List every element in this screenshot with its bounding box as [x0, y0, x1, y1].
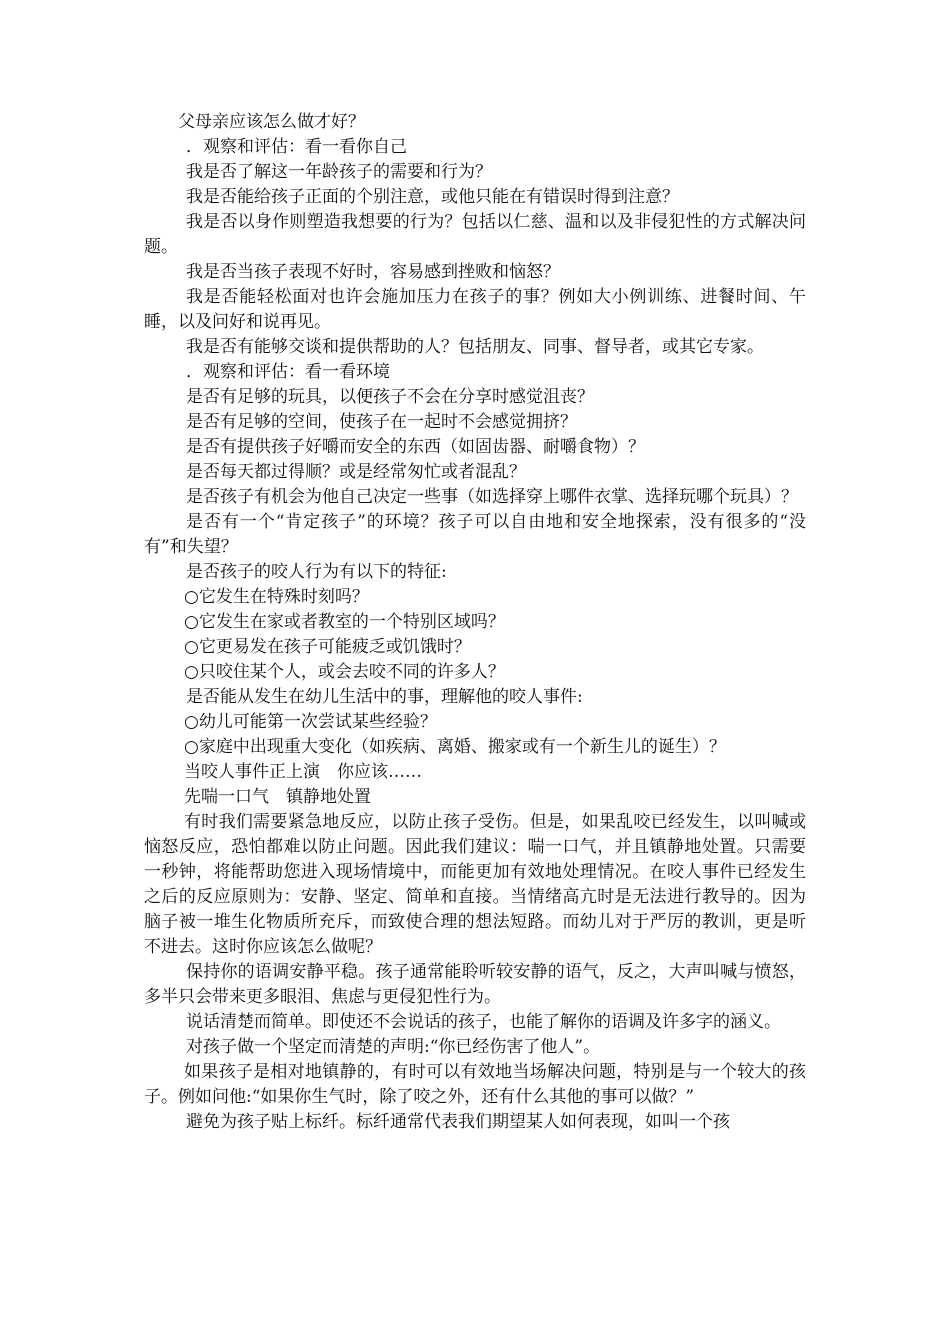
- paragraph: 是否有提供孩子好嚼而安全的东西（如固齿器、耐嚼食物）？: [186, 437, 645, 457]
- paragraph: 是否能从发生在幼儿生活中的事，理解他的咬人事件:: [186, 687, 583, 707]
- paragraph: 我是否能轻松面对也许会施加压力在孩子的事？例如大小例训练、进餐时间、午睡，以及问好和说再见。: [144, 287, 806, 332]
- subheading: 先喘一口气 镇静地处置: [184, 787, 371, 807]
- paragraph: 是否孩子的咬人行为有以下的特征:: [186, 562, 447, 582]
- paragraph: 我是否有能够交谈和提供帮助的人？包括朋友、同事、督导者，或其它专家。: [186, 337, 764, 357]
- paragraph: 是否有足够的空间，使孩子在一起时不会感觉拥挤？: [186, 412, 577, 432]
- paragraph: 我是否当孩子表现不好时，容易感到挫败和恼怒？: [186, 262, 560, 282]
- list-item: ○它发生在特殊时刻吗？: [184, 587, 369, 607]
- list-item: ○它更易发在孩子可能疲乏或饥饿时？: [184, 637, 471, 657]
- paragraph: 是否有一个“肯定孩子”的环境？孩子可以自由地和安全地探索，没有很多的“没有”和失望？: [144, 512, 806, 557]
- paragraph: 是否孩子有机会为他自己决定一些事（如选择穿上哪件衣掌、选择玩哪个玩具）？: [186, 487, 798, 507]
- document-body: [144, 110, 806, 1135]
- paragraph: 是否每天都过得顺？或是经常匆忙或者混乱？: [186, 462, 526, 482]
- list-item: ○幼儿可能第一次尝试某些经验？: [184, 712, 437, 732]
- paragraph: 我是否了解这一年龄孩子的需要和行为？: [186, 162, 492, 182]
- paragraph: 是否有足够的玩具，以便孩子不会在分享时感觉沮丧？: [186, 387, 594, 407]
- paragraph: 有时我们需要紧急地反应，以防止孩子受伤。但是，如果乱咬已经发生，以叫喊或恼怒反应，恐怕都难以防止问题。因此我们建议：喘一口气，并且镇静地处置。只需要一秒钟，将能帮助您进入现场情境中，而能更加有效地处理情况。在咬人事件已经发生之后的反应原则为：安静、坚定、简单和直接。当情绪高亢时是无法进行教导的。因为脑子被一堆生化物质所充斥，而致使合理的想法短路。而幼儿对于严厉的教训，更是听不进去。这时你应该怎么做呢？: [144, 812, 806, 957]
- paragraph: 我是否能给孩子正面的个别注意，或他只能在有错误时得到注意？: [186, 187, 679, 207]
- paragraph: 避免为孩子贴上标纤。标纤通常代表我们期望某人如何表现，如叫一个孩: [186, 1112, 730, 1132]
- list-item: ○它发生在家或者教室的一个特别区域吗？: [184, 612, 505, 632]
- paragraph: 我是否以身作则塑造我想要的行为？包括以仁慈、温和以及非侵犯性的方式解决问题。: [144, 212, 806, 257]
- question-heading: 父母亲应该怎么做才好？: [178, 112, 365, 132]
- section-heading-self: ．观察和评估：看一看你自己: [186, 137, 407, 157]
- list-item: ○只咬住某个人，或会去咬不同的许多人？: [184, 662, 505, 682]
- paragraph: 对孩子做一个坚定而清楚的声明:“你已经伤害了他人”。: [186, 1037, 601, 1057]
- subheading: 当咬人事件正上演 你应该……: [184, 762, 422, 782]
- paragraph: 如果孩子是相对地镇静的，有时可以有效地当场解决问题，特别是与一个较大的孩子。例如问他:“如果你生气时，除了咬之外，还有什么其他的事可以做？”: [144, 1062, 806, 1107]
- paragraph: 说话清楚而简单。即使还不会说话的孩子，也能了解你的语调及许多字的涵义。: [186, 1012, 781, 1032]
- section-heading-environment: ．观察和评估：看一看环境: [186, 362, 390, 382]
- list-item: ○家庭中出现重大变化（如疾病、离婚、搬家或有一个新生儿的诞生）？: [184, 737, 726, 757]
- paragraph: 保持你的语调安静平稳。孩子通常能聆听较安静的语气，反之，大声叫喊与愤怒，多半只会带来更多眼泪、焦虑与更侵犯性行为。: [144, 962, 806, 1007]
